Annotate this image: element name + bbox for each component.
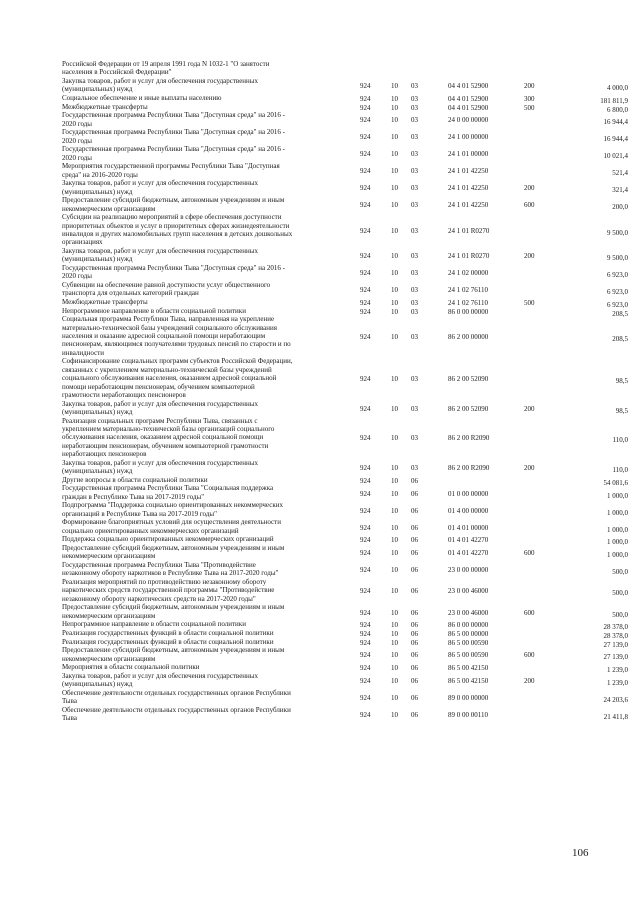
ministry-code: 924 (360, 587, 371, 596)
section-code: 10 (391, 710, 398, 719)
table-row (0, 484, 640, 501)
table-row (0, 77, 640, 94)
subsection-code: 03 (411, 332, 418, 341)
expense-type-code: 500 (524, 103, 535, 112)
ministry-code: 924 (360, 116, 371, 125)
target-article-code: 86 2 00 00000 (448, 332, 489, 341)
expense-type-code: 600 (524, 651, 535, 660)
subsection-code: 06 (411, 549, 418, 558)
row-description: Закупка товаров, работ и услуг для обеспечения государственных (муниципальных) нужд (62, 671, 259, 689)
table-row (0, 561, 640, 578)
ministry-code: 924 (360, 226, 371, 235)
subsection-code: 03 (411, 103, 418, 112)
subsection-code: 06 (411, 536, 418, 545)
expense-type-code: 600 (524, 549, 535, 558)
target-article-code: 86 2 00 52090 (448, 404, 489, 413)
row-description: Подпрограмма "Поддержка социально ориентированных некоммерческих организаций в Республике Тыва на 2017-2019 годы" (62, 501, 283, 518)
amount: 181 811,9 (600, 97, 628, 105)
target-article-code: 86 5 00 00000 (448, 630, 489, 638)
section-code: 10 (391, 82, 398, 91)
subsection-code: 06 (411, 638, 418, 647)
table-row (0, 213, 640, 247)
amount: 16 944,4 (603, 135, 628, 144)
row-description: Другие вопросы в области социальной политики (62, 475, 208, 484)
ministry-code: 924 (360, 434, 371, 443)
expense-type-code: 300 (524, 95, 535, 103)
expense-type-code: 600 (524, 201, 535, 210)
amount: 6 923,0 (607, 271, 628, 280)
amount: 110,0 (612, 436, 628, 445)
ministry-code: 924 (360, 476, 371, 485)
subsection-code: 06 (411, 630, 418, 638)
target-article-code: 24 1 01 42250 (448, 201, 489, 210)
subsection-code: 03 (411, 82, 418, 91)
amount: 208,5 (612, 309, 628, 318)
row-description: Межбюджетные трансферты (62, 102, 148, 111)
table-row (0, 544, 640, 561)
section-code: 10 (391, 506, 398, 515)
row-description: Государственная программа Республики Тыва "Доступная среда" на 2016 - 2020 годы (62, 111, 285, 128)
table-row (0, 620, 640, 632)
subsection-code: 06 (411, 506, 418, 515)
table-row (0, 162, 640, 179)
section-code: 10 (391, 252, 398, 261)
target-article-code: 86 5 00 42150 (448, 664, 489, 673)
section-code: 10 (391, 332, 398, 341)
table-row (0, 706, 640, 723)
section-code: 10 (391, 434, 398, 443)
section-code: 10 (391, 404, 398, 413)
target-article-code: 89 0 00 00110 (448, 710, 488, 719)
target-article-code: 89 0 00 00000 (448, 693, 489, 702)
table-row (0, 663, 640, 675)
row-description: Мероприятия государственной программы Республики Тыва "Доступная среда" на 2016-2020 годы (62, 162, 280, 179)
table-row (0, 646, 640, 663)
ministry-code: 924 (360, 676, 371, 685)
ministry-code: 924 (360, 103, 371, 112)
ministry-code: 924 (360, 489, 371, 498)
target-article-code: 04 4 01 52900 (448, 82, 489, 91)
subsection-code: 03 (411, 463, 418, 472)
amount: 1 000,0 (607, 508, 628, 517)
section-code: 10 (391, 201, 398, 210)
table-row (0, 179, 640, 196)
row-description: Предоставление субсидий бюджетным, автономным учреждениям и иным некоммерческим организациям (62, 646, 285, 663)
row-description: Межбюджетные трансферты (62, 298, 148, 306)
ministry-code: 924 (360, 549, 371, 558)
amount: 10 021,4 (603, 152, 628, 161)
table-row (0, 196, 640, 213)
section-code: 10 (391, 523, 398, 532)
row-description: Реализация социальных программ Республики Тыва, связанных с укреплением материально-технической базы организаций социального обслуживания населения, оказанием адресной социальной помощи неработающим пенсионерам, обучением компьютерной грамотности неработающих пенсионеров (62, 416, 275, 459)
table-row (0, 128, 640, 145)
ministry-code: 924 (360, 307, 371, 316)
row-description: Поддержка социально ориентированных некоммерческих организаций (62, 535, 274, 544)
row-description: Реализация государственных функций в области социальной политики (62, 637, 274, 646)
section-code: 10 (391, 375, 398, 384)
table-row (0, 603, 640, 620)
subsection-code: 06 (411, 587, 418, 596)
amount: 21 411,8 (603, 712, 628, 721)
ministry-code: 924 (360, 651, 371, 660)
target-article-code: 01 4 01 42270 (448, 549, 489, 558)
ministry-code: 924 (360, 269, 371, 278)
amount: 28 378,0 (603, 623, 628, 632)
subsection-code: 06 (411, 489, 418, 498)
table-row (0, 672, 640, 689)
ministry-code: 924 (360, 201, 371, 210)
section-code: 10 (391, 307, 398, 316)
target-article-code: 86 2 00 R2090 (448, 434, 490, 443)
amount: 1 000,0 (607, 538, 628, 547)
section-code: 10 (391, 587, 398, 596)
target-article-code: 24 1 02 76110 (448, 299, 488, 307)
row-description: Закупка товаров, работ и услуг для обеспечения государственных (муниципальных) нужд (62, 247, 259, 264)
ministry-code: 924 (360, 404, 371, 413)
subsection-code: 03 (411, 404, 418, 413)
ministry-code: 924 (360, 536, 371, 545)
amount: 6 923,0 (607, 288, 628, 297)
target-article-code: 01 4 01 42270 (448, 536, 489, 545)
table-row (0, 111, 640, 128)
amount: 1 000,0 (607, 551, 628, 560)
ministry-code: 924 (360, 150, 371, 159)
row-description: Предоставление субсидий бюджетным, автономным учреждениям и иным некоммерческим организациям (62, 544, 285, 561)
ministry-code: 924 (360, 133, 371, 142)
table-row (0, 475, 640, 487)
subsection-code: 03 (411, 133, 418, 142)
ministry-code: 924 (360, 375, 371, 384)
row-description: Обеспечение деятельности отдельных государственных органов Республики Тыва (62, 705, 291, 723)
amount: 500,0 (612, 589, 628, 598)
target-article-code: 24 1 01 42250 (448, 184, 489, 193)
row-description: Реализация государственных функций в области социальной политики (62, 629, 274, 637)
ministry-code: 924 (360, 621, 371, 630)
target-article-code: 24 0 00 00000 (448, 116, 489, 125)
table-row (0, 315, 640, 357)
table-row (0, 102, 640, 114)
amount: 321,4 (612, 186, 628, 195)
target-article-code: 86 2 00 52090 (448, 375, 489, 384)
target-article-code: 86 0 00 00000 (448, 621, 489, 630)
row-description: Российской Федерации от 19 апреля 1991 года N 1032-1 "О занятости населения в Российской Федерации" (62, 60, 270, 77)
row-description: Социальное обеспечение и иные выплаты населению (62, 94, 222, 102)
ministry-code: 924 (360, 638, 371, 647)
section-code: 10 (391, 630, 398, 638)
row-description: Формирование благоприятных условий для осуществления деятельности социально ориентированных некоммерческих организаций (62, 518, 281, 535)
amount: 16 944,4 (603, 118, 628, 127)
amount: 27 139,0 (603, 653, 628, 662)
target-article-code: 23 0 00 46000 (448, 587, 489, 596)
amount: 9 500,0 (607, 228, 628, 237)
amount: 110,0 (612, 465, 628, 474)
ministry-code: 924 (360, 506, 371, 515)
row-description: Закупка товаров, работ и услуг для обеспечения государственных (муниципальных) нужд (62, 179, 259, 196)
section-code: 10 (391, 608, 398, 617)
row-description: Закупка товаров, работ и услуг для обеспечения государственных (муниципальных) нужд (62, 458, 259, 476)
section-code: 10 (391, 676, 398, 685)
section-code: 10 (391, 476, 398, 485)
section-code: 10 (391, 651, 398, 660)
amount: 500,0 (612, 568, 628, 577)
section-code: 10 (391, 269, 398, 278)
row-description: Предоставление субсидий бюджетным, автономным учреждениям и иным некоммерческим организациям (62, 603, 285, 620)
subsection-code: 03 (411, 252, 418, 261)
target-article-code: 24 1 00 00000 (448, 133, 489, 142)
row-description: Закупка товаров, работ и услуг для обеспечения государственных (муниципальных) нужд (62, 399, 259, 416)
expense-type-code: 200 (524, 82, 535, 91)
row-description: Софинансирование социальных программ субъектов Российской Федерации, связанных с укреплением материально-технической базы учреждений социального обслуживания населения, оказанием адресной социальной помощи неработающим пенсионерам, обучением компьютерной грамотности неработающих пенсионеров (62, 357, 293, 400)
row-description: Государственная программа Республики Тыва "Доступная среда" на 2016 - 2020 годы (62, 145, 285, 162)
ministry-code: 924 (360, 82, 371, 91)
row-description: Субвенции на обеспечение равной доступности услуг общественного транспорта для отдельных категорий граждан (62, 281, 271, 298)
subsection-code: 06 (411, 664, 418, 673)
amount: 27 139,0 (603, 640, 628, 649)
target-article-code: 01 4 00 00000 (448, 506, 489, 515)
row-description: Государственная программа Республики Тыва "Противодействие незаконному обороту наркотиков в Республике Тыва на 2017-2020 годы" (62, 561, 279, 578)
target-article-code: 24 1 02 76110 (448, 286, 488, 295)
section-code: 10 (391, 693, 398, 702)
subsection-code: 03 (411, 226, 418, 235)
subsection-code: 06 (411, 693, 418, 702)
expense-type-code: 200 (524, 463, 535, 472)
ministry-code: 924 (360, 523, 371, 532)
subsection-code: 03 (411, 307, 418, 316)
amount: 6 923,0 (607, 301, 628, 309)
section-code: 10 (391, 184, 398, 193)
section-code: 10 (391, 299, 398, 307)
table-row (0, 689, 640, 706)
expense-type-code: 600 (524, 608, 535, 617)
ministry-code: 924 (360, 630, 371, 638)
section-code: 10 (391, 133, 398, 142)
ministry-code: 924 (360, 664, 371, 673)
table-row (0, 298, 640, 309)
row-description: Закупка товаров, работ и услуг для обеспечения государственных (муниципальных) нужд (62, 77, 259, 94)
ministry-code: 924 (360, 463, 371, 472)
target-article-code: 04 4 01 52900 (448, 103, 489, 112)
subsection-code: 06 (411, 710, 418, 719)
subsection-code: 03 (411, 116, 418, 125)
amount: 521,4 (612, 169, 628, 178)
amount: 98,5 (615, 377, 628, 386)
target-article-code: 04 4 01 52900 (448, 95, 489, 103)
amount: 4 000,0 (607, 84, 628, 93)
subsection-code: 06 (411, 651, 418, 660)
subsection-code: 06 (411, 621, 418, 630)
section-code: 10 (391, 95, 398, 103)
subsection-code: 03 (411, 184, 418, 193)
expense-type-code: 200 (524, 252, 535, 261)
amount: 500,0 (612, 610, 628, 619)
target-article-code: 24 1 01 R0270 (448, 226, 490, 235)
ministry-code: 924 (360, 299, 371, 307)
subsection-code: 03 (411, 299, 418, 307)
section-code: 10 (391, 167, 398, 176)
table-row (0, 94, 640, 105)
subsection-code: 03 (411, 167, 418, 176)
target-article-code: 86 0 00 00000 (448, 307, 489, 316)
row-description: Реализация мероприятий по противодействию незаконному обороту наркотических средств государственной программы "Противодействие незаконному обороту наркотических средств на 2017-2020 годы" (62, 578, 275, 603)
target-article-code: 23 0 00 46000 (448, 608, 489, 617)
subsection-code: 03 (411, 286, 418, 295)
target-article-code: 24 1 02 00000 (448, 269, 489, 278)
table-row (0, 518, 640, 535)
row-description: Государственная программа Республики Тыва "Социальная поддержка граждан в Республике Тыва на 2017-2019 годы" (62, 484, 274, 501)
section-code: 10 (391, 566, 398, 575)
ministry-code: 924 (360, 95, 371, 103)
row-description: Непрограммное направление в области социальной политики (62, 306, 246, 315)
section-code: 10 (391, 664, 398, 673)
section-code: 10 (391, 489, 398, 498)
table-row (0, 501, 640, 518)
target-article-code: 24 1 01 00000 (448, 150, 489, 159)
row-description: Предоставление субсидий бюджетным, автономным учреждениям и иным некоммерческим организациям (62, 196, 285, 213)
section-code: 10 (391, 638, 398, 647)
table-row (0, 459, 640, 476)
ministry-code: 924 (360, 608, 371, 617)
amount: 28 378,0 (603, 632, 628, 640)
amount: 208,5 (612, 334, 628, 343)
target-article-code: 24 1 01 42250 (448, 167, 489, 176)
target-article-code: 23 0 00 00000 (448, 566, 489, 575)
amount: 54 081,6 (603, 478, 628, 487)
table-row (0, 281, 640, 298)
amount: 6 800,0 (607, 105, 628, 114)
target-article-code: 24 1 01 R0270 (448, 252, 490, 261)
section-code: 10 (391, 549, 398, 558)
row-description: Государственная программа Республики Тыва "Доступная среда" на 2016 - 2020 годы (62, 264, 285, 281)
section-code: 10 (391, 226, 398, 235)
section-code: 10 (391, 286, 398, 295)
ministry-code: 924 (360, 332, 371, 341)
row-description: Субсидии на реализацию мероприятий в сфере обеспечения доступности приоритетных объектов и услуг в приоритетных сферах жизнедеятельности инвалидов и других маломобильных групп населения в детских дошкольных организациях (62, 213, 293, 247)
row-description: Непрограммное направление в области социальной политики (62, 620, 246, 629)
ministry-code: 924 (360, 252, 371, 261)
expense-type-code: 200 (524, 676, 535, 685)
subsection-code: 03 (411, 150, 418, 159)
target-article-code: 86 5 00 00590 (448, 651, 489, 660)
target-article-code: 86 5 00 42150 (448, 676, 489, 685)
table-row (0, 306, 640, 318)
table-row (0, 400, 640, 417)
subsection-code: 03 (411, 375, 418, 384)
ministry-code: 924 (360, 184, 371, 193)
section-code: 10 (391, 536, 398, 545)
subsection-code: 03 (411, 95, 418, 103)
section-code: 10 (391, 621, 398, 630)
table-row (0, 417, 640, 459)
subsection-code: 06 (411, 476, 418, 485)
table-row (0, 578, 640, 603)
ministry-code: 924 (360, 566, 371, 575)
subsection-code: 03 (411, 269, 418, 278)
subsection-code: 06 (411, 608, 418, 617)
ministry-code: 924 (360, 710, 371, 719)
subsection-code: 06 (411, 566, 418, 575)
subsection-code: 06 (411, 523, 418, 532)
amount: 98,5 (615, 406, 628, 415)
expense-type-code: 500 (524, 299, 535, 307)
target-article-code: 01 4 01 00000 (448, 523, 489, 532)
amount: 200,0 (612, 203, 628, 212)
ministry-code: 924 (360, 167, 371, 176)
page-number: 106 (572, 847, 589, 859)
target-article-code: 86 5 00 00590 (448, 638, 489, 647)
row-description: Обеспечение деятельности отдельных государственных органов Республики Тыва (62, 688, 291, 706)
target-article-code: 86 2 00 R2090 (448, 463, 490, 472)
row-description: Социальная программа Республики Тыва, направленная на укрепление материально-технической базы учреждений социального обслуживания населения и оказание адресной социальной помощи неработающим пенсионерам, являющимся получателями трудовых пенсий по старости и по инвалидности (62, 315, 291, 357)
amount: 24 203,6 (603, 695, 628, 704)
subsection-code: 03 (411, 201, 418, 210)
table-row (0, 637, 640, 649)
amount: 1 239,0 (607, 666, 628, 675)
table-row (0, 264, 640, 281)
table-row (0, 535, 640, 547)
row-description: Мероприятия в области социальной политики (62, 663, 200, 672)
subsection-code: 03 (411, 434, 418, 443)
row-description: Государственная программа Республики Тыва "Доступная среда" на 2016 - 2020 годы (62, 128, 285, 145)
table-row (0, 247, 640, 264)
table-row (0, 145, 640, 162)
table-row (0, 60, 640, 77)
ministry-code: 924 (360, 286, 371, 295)
expense-type-code: 200 (524, 404, 535, 413)
table-row (0, 357, 640, 399)
section-code: 10 (391, 150, 398, 159)
target-article-code: 01 0 00 00000 (448, 489, 489, 498)
ministry-code: 924 (360, 693, 371, 702)
section-code: 10 (391, 463, 398, 472)
amount: 9 500,0 (607, 254, 628, 263)
expense-type-code: 200 (524, 184, 535, 193)
section-code: 10 (391, 116, 398, 125)
amount: 1 000,0 (607, 525, 628, 534)
section-code: 10 (391, 103, 398, 112)
table-row (0, 629, 640, 640)
amount: 1 239,0 (607, 678, 628, 687)
subsection-code: 06 (411, 676, 418, 685)
amount: 1 000,0 (607, 491, 628, 500)
